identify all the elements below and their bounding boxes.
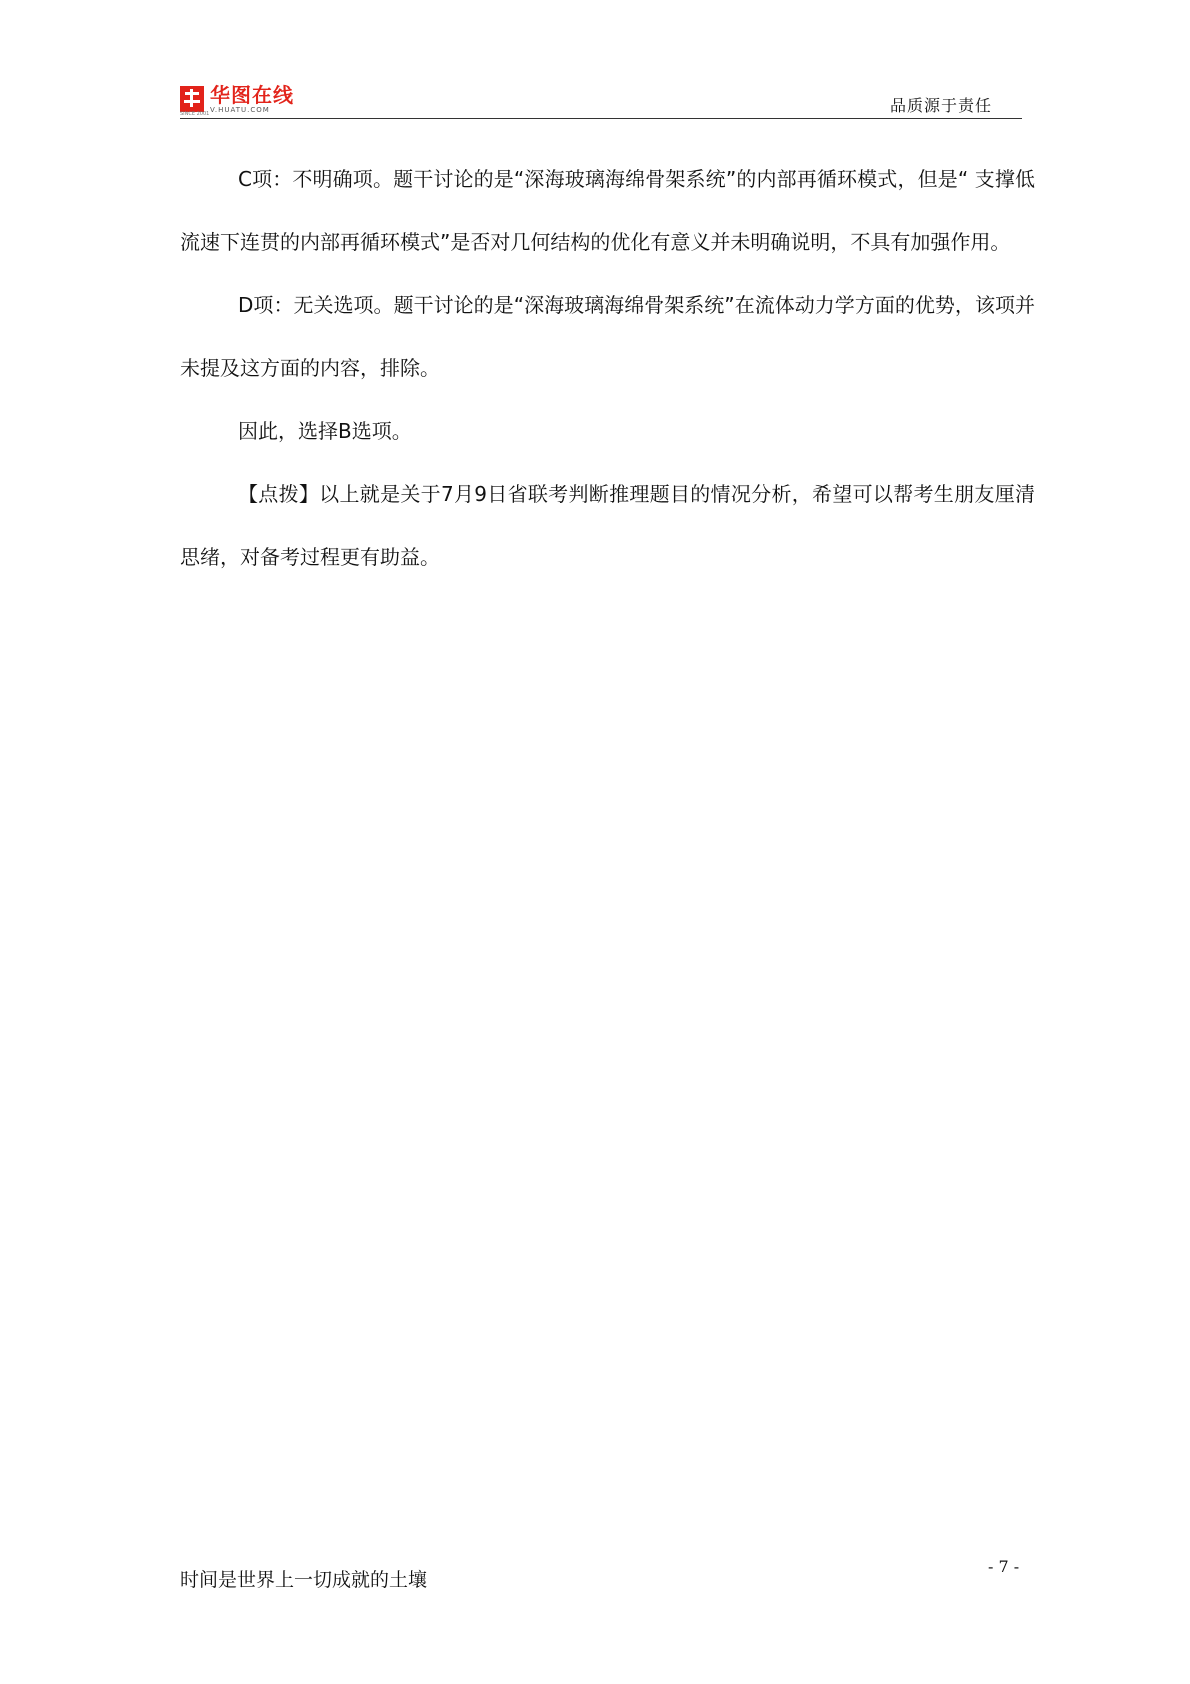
paragraph-tip: 【点拨】以上就是关于7月9日省联考判断推理题目的情况分析，希望可以帮考生朋友厘清思绪，对备考过程更有助益。 xyxy=(180,482,1035,569)
logo-name: 华图在线 xyxy=(210,82,294,107)
huatu-logo-icon xyxy=(180,86,204,112)
page-header xyxy=(180,80,1022,119)
huatu-logo xyxy=(180,82,294,117)
logo-sub: V.HUATU.COM xyxy=(210,105,270,114)
paragraph-option-d: D项：无关选项。题干讨论的是“深海玻璃海绵骨架系统”在流体动力学方面的优势，该项并未提及这方面的内容，排除。 xyxy=(180,293,1035,380)
paragraph-answer: 因此，选择B选项。 xyxy=(238,419,412,443)
document-body xyxy=(180,148,1035,589)
footer-motto: 时间是世界上一切成就的土壤 xyxy=(180,1569,428,1591)
paragraph-option-c: C项：不明确项。题干讨论的是“深海玻璃海绵骨架系统”的内部再循环模式，但是“ 支撑低流速下连贯的内部再循环模式”是否对几何结构的优化有意义并未明确说明，不具有加强作用。 xyxy=(180,167,1035,254)
logo-since: SINCE 2001 xyxy=(180,111,210,117)
header-tagline: 品质源于责任 xyxy=(889,96,992,115)
page-number: - 7 - xyxy=(988,1557,1020,1576)
